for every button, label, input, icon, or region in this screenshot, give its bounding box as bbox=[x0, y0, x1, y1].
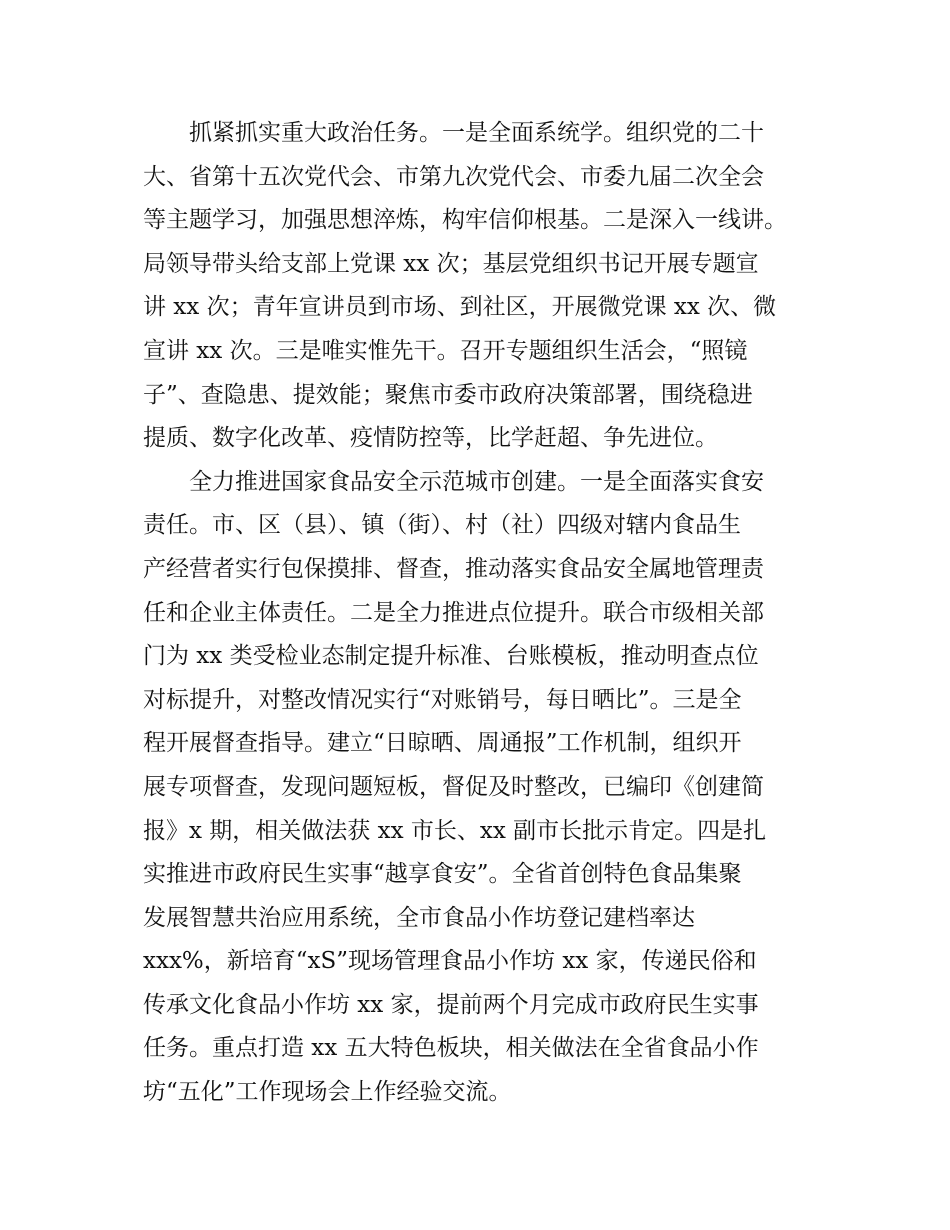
paragraph-line: 坊“五化”工作现场会上作经验交流。 bbox=[143, 1079, 512, 1106]
paragraph-line: 展专项督查，发现问题短板，督促及时整改，已编印《创建简 bbox=[143, 773, 764, 800]
paragraph-line: 大、省第十五次党代会、市第九次党代会、市委九届二次全会 bbox=[143, 163, 764, 190]
paragraph-line: 传承文化食品小作坊 xx 家，提前两个月完成市政府民生实事 bbox=[143, 991, 759, 1018]
paragraph-line: 全力推进国家食品安全示范城市创建。一是全面落实食安 bbox=[189, 468, 764, 495]
paragraph-line: 报》x 期，相关做法获 xx 市长、xx 副市长批示肯定。四是扎 bbox=[143, 817, 767, 844]
paragraph-line: 提质、数字化改革、疫情防控等，比学赶超、争先进位。 bbox=[143, 425, 718, 452]
paragraph-line: 责任。市、区（县）、镇（街）、村（社）四级对辖内食品生 bbox=[143, 512, 741, 539]
paragraph-line: 程开展督查指导。建立“日晾晒、周通报”工作机制，组织开 bbox=[143, 730, 742, 757]
paragraph-line: 对标提升，对整改情况实行“对账销号，每日晒比”。三是全 bbox=[143, 686, 742, 713]
paragraph-line: 任和企业主体责任。二是全力推进点位提升。联合市级相关部 bbox=[143, 599, 764, 626]
paragraph-line: 局领导带头给支部上党课 xx 次；基层党组织书记开展专题宣 bbox=[143, 250, 759, 277]
paragraph-line: xxx%，新培育“xS”现场管理食品小作坊 xx 家，传递民俗和 bbox=[143, 948, 757, 975]
paragraph-line: 门为 xx 类受检业态制定提升标准、台账模板，推动明查点位 bbox=[143, 643, 759, 670]
document-body bbox=[143, 112, 833, 1115]
paragraph-line: 宣讲 xx 次。三是唯实惟先干。召开专题组织生活会，“照镜 bbox=[143, 337, 748, 364]
paragraph-line: 产经营者实行包保摸排、督查，推动落实食品安全属地管理责 bbox=[143, 555, 764, 582]
paragraph-line: 抓紧抓实重大政治任务。一是全面系统学。组织党的二十 bbox=[189, 120, 764, 146]
paragraph-political-tasks bbox=[143, 112, 833, 461]
paragraph-line: 讲 xx 次；青年宣讲员到市场、到社区，开展微党课 xx 次、微 bbox=[143, 294, 777, 321]
paragraph-food-safety-city bbox=[143, 461, 833, 1115]
paragraph-line: 子”、查隐患、提效能；聚焦市委市政府决策部署，围绕稳进 bbox=[143, 381, 753, 408]
paragraph-line: 发展智慧共治应用系统，全市食品小作坊登记建档率达 bbox=[143, 904, 695, 931]
paragraph-line: 任务。重点打造 xx 五大特色板块，相关做法在全省食品小作 bbox=[143, 1035, 759, 1062]
paragraph-line: 实推进市政府民生实事“越享食安”。全省首创特色食品集聚 bbox=[143, 861, 742, 888]
paragraph-line: 等主题学习，加强思想淬炼，构牢信仰根基。二是深入一线讲。 bbox=[143, 207, 787, 234]
